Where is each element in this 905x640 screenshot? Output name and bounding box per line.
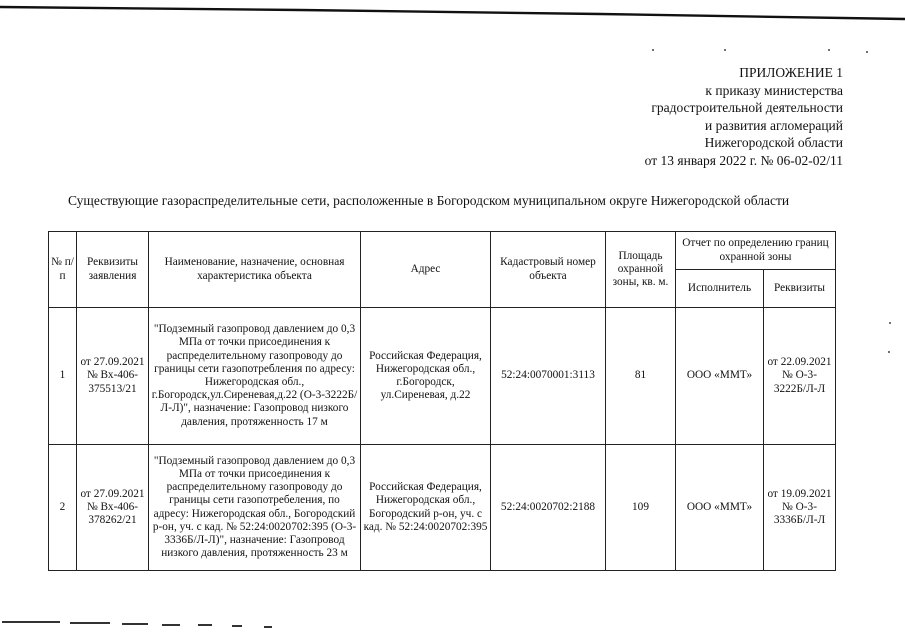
appendix-line: от 13 января 2022 г. № 06-02-02/11 xyxy=(644,152,843,168)
header-report-requisites: Реквизиты xyxy=(764,270,836,308)
header-cadastral: Кадастровый номер объекта xyxy=(491,232,606,308)
cell-area: 109 xyxy=(606,445,676,571)
cell-report-requisites: от 19.09.2021 № О-3-3336Б/Л-Л xyxy=(764,445,836,571)
cell-requisites: от 27.09.2021 № Вх-406-378262/21 xyxy=(77,445,149,571)
scan-dash xyxy=(264,626,272,628)
header-report: Отчет по определению границ охранной зоны xyxy=(676,232,836,270)
cell-requisites: от 27.09.2021 № Вх-406-375513/21 xyxy=(77,308,149,445)
cell-num: 1 xyxy=(49,308,77,445)
appendix-line: Нижегородской области xyxy=(704,135,843,151)
scan-speck xyxy=(888,351,890,353)
scan-speck xyxy=(652,49,654,51)
cell-report-requisites: от 22.09.2021 № О-3-3222Б/Л-Л xyxy=(764,308,836,445)
document-title: Существующие газораспределительные сети, расположенные в Богородском муниципальном округе Нижегородской области xyxy=(68,193,790,208)
scan-dash xyxy=(162,624,180,626)
cell-executor: ООО «ММТ» xyxy=(676,308,764,445)
scan-dash xyxy=(232,625,242,627)
scan-speck xyxy=(724,49,726,51)
cell-cadastral: 52:24:0070001:3113 xyxy=(491,308,606,445)
cell-area: 81 xyxy=(606,308,676,445)
appendix-line: к приказу министерства xyxy=(705,82,843,98)
header-address: Адрес xyxy=(361,232,491,308)
cell-address: Российская Федерация, Нижегородская обл., г.Богородск, ул.Сиреневая, д.22 xyxy=(361,308,491,445)
table-header-row xyxy=(49,232,836,270)
scan-edge-line xyxy=(0,5,905,21)
header-requisites: Реквизиты заявления xyxy=(77,232,149,308)
cell-name: "Подземный газопровод давлением до 0,3 МПа от точки присоединения к распределительному газопроводу до границы сети газопотребления по адресу: Нижегородская обл., г.Богородск,ул.Сиреневая,д.22 (О-3-3222Б/Л-Л)", назначение: Газопровод низкого давления, протяженность 17 м xyxy=(149,308,361,445)
cell-executor: ООО «ММТ» xyxy=(676,445,764,571)
scan-speck xyxy=(828,49,830,51)
cell-num: 2 xyxy=(49,445,77,571)
header-area: Площадь охранной зоны, кв. м. xyxy=(606,232,676,308)
appendix-line: и развития агломераций xyxy=(704,117,843,133)
gas-networks-table xyxy=(48,231,836,571)
cell-address: Российская Федерация, Нижегородская обл., Богородский р-он, уч. с кад. № 52:24:0020702:395 xyxy=(361,445,491,571)
header-name: Наименование, назначение, основная характеристика объекта xyxy=(149,232,361,308)
header-num: № п/п xyxy=(49,232,77,308)
appendix-header xyxy=(645,64,843,170)
table-row xyxy=(49,445,836,571)
cell-cadastral: 52:24:0020702:2188 xyxy=(491,445,606,571)
appendix-line: ПРИЛОЖЕНИЕ 1 xyxy=(739,65,843,80)
scan-dash xyxy=(70,622,110,624)
appendix-line: градостроительной деятельности xyxy=(651,100,843,116)
cell-name: "Подземный газопровод давлением до 0,3 МПа от точки присоединения к распределительному газопроводу до границы сети газопотребеления, по адресу: Нижегородская обл., Богородский р-он, уч. с кад. № 52:24:0020702:395 (О-3-3336Б/Л-Л)", назначение: Газопровод низкого давления, протяженность 23 м xyxy=(149,445,361,571)
scan-dash xyxy=(2,621,60,623)
scan-dash xyxy=(198,624,212,626)
table-row xyxy=(49,308,836,445)
header-executor: Исполнитель xyxy=(676,270,764,308)
scan-speck xyxy=(889,322,891,324)
scan-dash xyxy=(122,623,148,625)
scan-speck xyxy=(866,51,868,53)
